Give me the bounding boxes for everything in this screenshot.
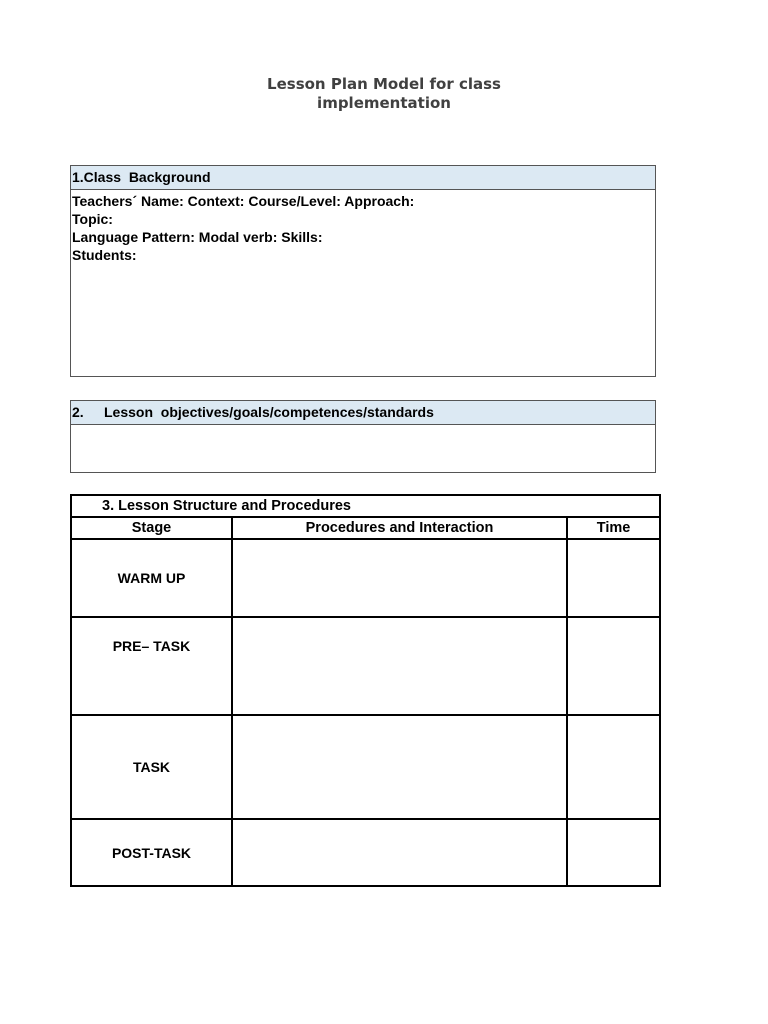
section-number: 2. [72, 404, 84, 420]
stage-pre-task: PRE– TASK [71, 617, 232, 715]
students-line: Students: [72, 247, 137, 263]
lesson-structure-table [70, 494, 661, 887]
time-cell[interactable] [567, 819, 660, 886]
lesson-objectives-title: Lesson objectives/goals/competences/standards [104, 404, 434, 420]
lesson-objectives-section [70, 400, 656, 473]
procedures-cell[interactable] [232, 617, 567, 715]
table-row [71, 819, 660, 886]
table-header-row [71, 517, 660, 539]
stage-post-task: POST-TASK [71, 819, 232, 886]
language-pattern-line: Language Pattern: Modal verb: Skills: [72, 229, 323, 245]
procedures-cell[interactable] [232, 715, 567, 819]
stage-warm-up: WARM UP [71, 539, 232, 617]
lesson-objectives-body[interactable] [71, 425, 655, 472]
column-header-stage: Stage [71, 517, 232, 539]
lesson-structure-heading: 3. Lesson Structure and Procedures [71, 495, 660, 517]
lesson-objectives-heading [71, 401, 655, 425]
procedures-cell[interactable] [232, 539, 567, 617]
column-header-procedures: Procedures and Interaction [232, 517, 567, 539]
document-title [0, 75, 768, 113]
teacher-info-line: Teachers´ Name: Context: Course/Level: Approach: [72, 193, 415, 209]
table-row [71, 715, 660, 819]
title-line-1: Lesson Plan Model for class [267, 75, 501, 93]
class-background-section [70, 165, 656, 377]
time-cell[interactable] [567, 539, 660, 617]
class-background-body[interactable] [71, 190, 655, 264]
column-header-time: Time [567, 517, 660, 539]
procedures-cell[interactable] [232, 819, 567, 886]
table-row [71, 539, 660, 617]
stage-task: TASK [71, 715, 232, 819]
lesson-structure-title-row [71, 495, 660, 517]
time-cell[interactable] [567, 617, 660, 715]
title-line-2: implementation [317, 94, 451, 112]
table-row [71, 617, 660, 715]
class-background-heading: 1.Class Background [71, 166, 655, 190]
topic-line: Topic: [72, 211, 113, 227]
time-cell[interactable] [567, 715, 660, 819]
